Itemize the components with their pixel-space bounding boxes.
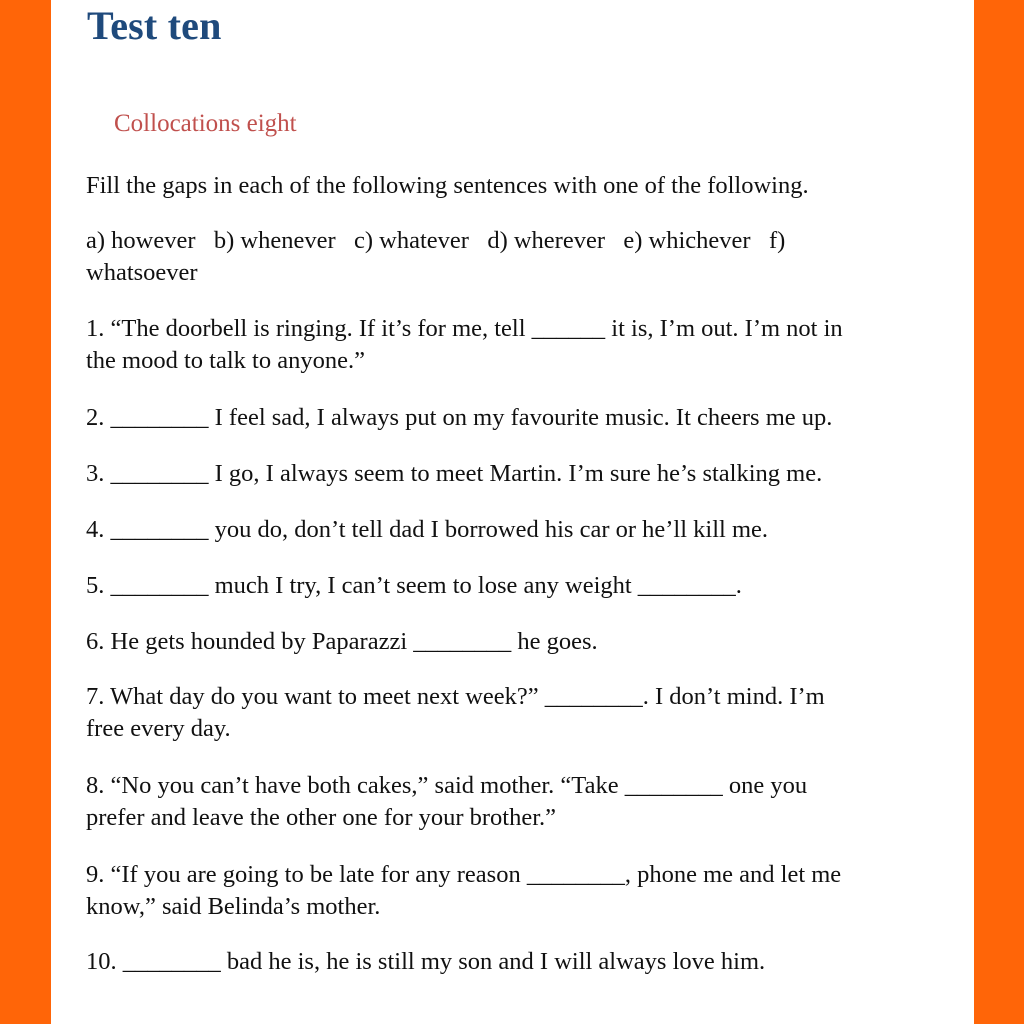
question-line: 7. What day do you want to meet next week?” ________. I don’t mind. I’m bbox=[86, 683, 825, 710]
question-line: 4. ________ you do, don’t tell dad I borrowed his car or he’ll kill me. bbox=[86, 516, 769, 543]
question-3 bbox=[86, 458, 966, 490]
question-line: 8. “No you can’t have both cakes,” said mother. “Take ________ one you bbox=[86, 772, 808, 799]
question-line: the mood to talk to anyone.” bbox=[86, 347, 365, 374]
question-line: 1. “The doorbell is ringing. If it’s for me, tell ______ it is, I’m out. I’m not in bbox=[86, 315, 843, 342]
question-line: prefer and leave the other one for your brother.” bbox=[86, 804, 557, 831]
question-line: 3. ________ I go, I always seem to meet Martin. I’m sure he’s stalking me. bbox=[86, 460, 823, 487]
question-line: 9. “If you are going to be late for any reason ________, phone me and let me bbox=[86, 861, 842, 888]
page-title: Test ten bbox=[87, 3, 222, 48]
worksheet-page bbox=[51, 0, 974, 1024]
options-line: whatsoever bbox=[86, 259, 198, 286]
question-8 bbox=[86, 770, 966, 834]
question-line: know,” said Belinda’s mother. bbox=[86, 893, 381, 920]
question-7 bbox=[86, 681, 966, 745]
question-line: 2. ________ I feel sad, I always put on my favourite music. It cheers me up. bbox=[86, 404, 833, 431]
question-line: free every day. bbox=[86, 715, 231, 742]
question-line: 6. He gets hounded by Paparazzi ________ he goes. bbox=[86, 628, 598, 655]
question-1 bbox=[86, 313, 966, 377]
section-subtitle: Collocations eight bbox=[114, 110, 297, 137]
question-4 bbox=[86, 514, 966, 546]
options-list bbox=[86, 225, 966, 289]
instructions: Fill the gaps in each of the following sentences with one of the following. bbox=[86, 172, 809, 199]
question-6 bbox=[86, 626, 966, 658]
options-line: a) however b) whenever c) whatever d) wherever e) whichever f) bbox=[86, 227, 786, 254]
question-line: 10. ________ bad he is, he is still my son and I will always love him. bbox=[86, 948, 766, 975]
question-10 bbox=[86, 946, 966, 978]
question-line: 5. ________ much I try, I can’t seem to lose any weight ________. bbox=[86, 572, 742, 599]
question-5 bbox=[86, 570, 966, 602]
question-2 bbox=[86, 402, 966, 434]
question-9 bbox=[86, 859, 966, 923]
